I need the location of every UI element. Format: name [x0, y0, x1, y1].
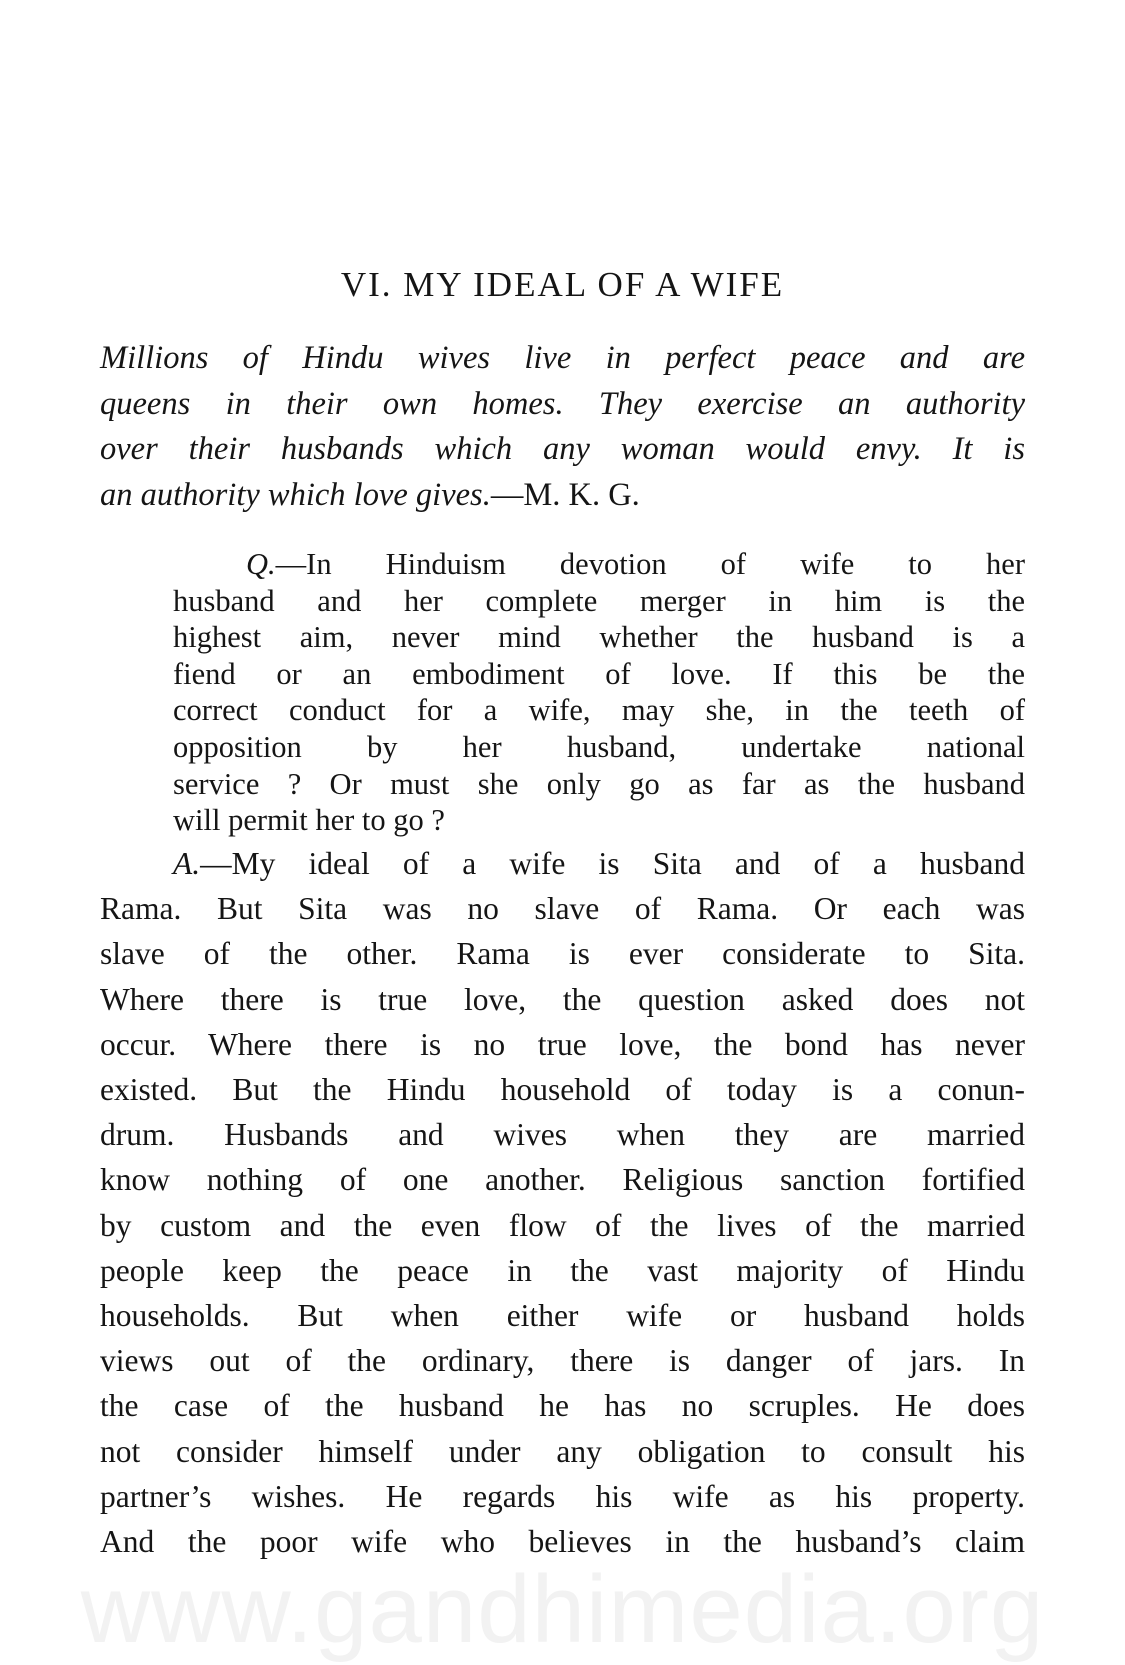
question-line: husband and her complete merger in him is the: [173, 583, 1025, 618]
epigraph: [100, 336, 1025, 518]
epigraph-line: over their husbands which any woman would envy. It is: [100, 431, 1025, 467]
question-line: [173, 546, 1025, 583]
answer-line: Rama. But Sita was no slave of Rama. Or each was: [100, 891, 1025, 927]
answer-line: people keep the peace in the vast majority of Hindu: [100, 1252, 1025, 1288]
answer-line: [100, 841, 1025, 886]
answer-line: households. But when either wife or husband holds: [100, 1298, 1025, 1334]
answer-line: by custom and the even flow of the lives of the married: [100, 1207, 1025, 1243]
question-line: service ? Or must she only go as far as the husband: [173, 766, 1025, 801]
question-line: opposition by her husband, undertake national: [173, 729, 1025, 764]
epigraph-signature: —M. K. G.: [490, 476, 640, 513]
answer-line: the case of the husband he has no scruples. He does: [100, 1388, 1025, 1424]
answer-label: A.: [173, 846, 201, 881]
answer-line: not consider himself under any obligation to consult his: [100, 1433, 1025, 1469]
question-line: correct conduct for a wife, may she, in the teeth of: [173, 693, 1025, 728]
answer-line: drum. Husbands and wives when they are married: [100, 1117, 1025, 1153]
epigraph-line: Millions of Hindu wives live in perfect peace and are: [100, 340, 1025, 376]
epigraph-line: queens in their own homes. They exercise an authority: [100, 385, 1025, 422]
question-paragraph: [173, 546, 1025, 839]
answer-line-text: —My ideal of a wife is Sita and of a husband: [200, 846, 1025, 881]
answer-line: know nothing of one another. Religious sanction fortified: [100, 1162, 1025, 1198]
chapter-heading: VI. MY IDEAL OF A WIFE: [340, 265, 785, 304]
answer-line: occur. Where there is no true love, the bond has never: [100, 1026, 1025, 1062]
answer-line: existed. But the Hindu household of today is a conun-: [100, 1072, 1025, 1108]
answer-line: views out of the ordinary, there is danger of jars. In: [100, 1343, 1025, 1379]
answer-line: Where there is true love, the question asked does not: [100, 981, 1025, 1017]
answer-line: And the poor wife who believes in the husband’s claim: [100, 1524, 1025, 1560]
question-line: fiend or an embodiment of love. If this be the: [173, 656, 1025, 691]
watermark: www.gandhimedia.org: [80, 1556, 1045, 1663]
epigraph-last-line: [100, 473, 1025, 519]
question-label: Q.: [246, 547, 276, 581]
answer-paragraph: [100, 841, 1025, 1564]
question-line-text: —In Hinduism devotion of wife to her: [275, 547, 1025, 581]
answer-line: partner’s wishes. He regards his wife as his property.: [100, 1478, 1025, 1514]
answer-line: slave of the other. Rama is ever considerate to Sita.: [100, 936, 1025, 972]
epigraph-text: an authority which love gives.: [100, 476, 491, 513]
question-line: will permit her to go ?: [173, 803, 445, 838]
question-line: highest aim, never mind whether the husband is a: [173, 620, 1025, 655]
